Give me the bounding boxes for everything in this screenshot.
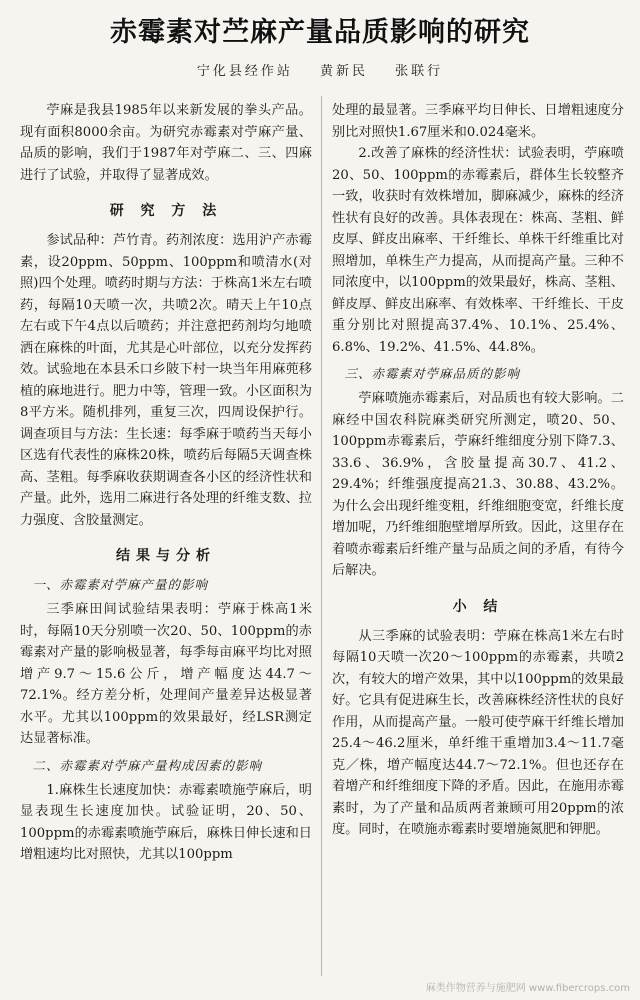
intro-paragraph: 苧麻是我县1985年以来新发展的拳头产品。现有面积8000余亩。为研究赤霉素对苧麻产量、品质的影响，我们于1987年对苧麻二、三、四麻进行了试验，并取得了显著成效。 — [20, 103, 312, 183]
watermark: 麻类作物营养与施肥网 www.fibercrops.com — [425, 983, 630, 994]
methods-heading: 研 究 方 法 — [109, 203, 223, 219]
subsection-1-heading: 一、赤霉素对苧麻产量的影响 — [32, 577, 209, 592]
byline-author-2: 张联行 — [395, 64, 444, 79]
subsection-3-paragraph: 苧麻喷施赤霉素后，对品质也有较大影响。二麻经中国农科院麻类研究所测定，喷20、50、100ppm赤霉素后，苧麻纤维细度分别下降7.3、33.6、36.9%，含胶量提高30.7、41.2、29.4%；纤维强度提高21.3、30.88、43.2%。为什么会出现纤维变粗，纤维细胞变宽，纤维长度增加呢，乃纤维细胞壁增厚所致。因此，这里存在着喷赤霉素后纤维产量与品质之间的矛盾，有待今后解决。 — [332, 391, 624, 578]
methods-paragraph: 参试品种：芦竹青。药剂浓度：选用沪产赤霉素，设20ppm、50ppm、100ppm和喷清水(对照)四个处理。喷药时期与方法：于株高1米左右喷药，每隔10天喷一次，共喷2次。晴天上午10点左右或下午4点以后喷药；并注意把药剂均匀地喷洒在麻株的叶面，尤其是心叶部位，以充分发挥药效。试验地在本县禾口乡陂下村一块当年用麻蔸移植的麻地进行。肥力中等，管理一致。小区面积为8平方米。随机排列，重复三次，四周设保护行。调查项目与方法：生长速：每季麻于喷药当天每小区选有代表性的麻株20株，喷药后每隔5天调查株高、茎粗。每季麻收获期调查各小区的经济性状和产量。此外，选用二麻进行各处理的纤维支数、拉力强度、含胶量测定。 — [20, 233, 312, 528]
subsection-2-heading: 二、赤霉素对苧麻产量构成因素的影响 — [32, 757, 263, 773]
results-heading: 结果与分析 — [116, 548, 216, 564]
right-column — [332, 100, 624, 841]
left-column — [20, 100, 312, 866]
subsection-1-paragraph: 三季麻田间试验结果表明：苧麻于株高1米时，每隔10天分别喷一次20、50、100ppm的赤霉素对产量的影响极显著，每季每亩麻平均比对照增产9.7～15.6公斤，增产幅度达44.7～72.1%。经方差分析，处理间产量差异达极显著水平。尤其以100ppm的效果最好，经LSR测定达显著标准。 — [20, 602, 312, 746]
subsection-3-heading: 三、赤霉素对苧麻品质的影响 — [344, 366, 521, 381]
summary-heading: 小 结 — [452, 598, 504, 615]
article-title: 赤霉素对苎麻产量品质影响的研究 — [110, 17, 530, 48]
byline-author-1: 黄新民 — [319, 64, 368, 79]
subsection-2-paragraph: 1.麻株生长速度加快：赤霉素喷施苧麻后，明显表现生长速度加快。试验证明，20、50、100ppm的赤霉素喷施苧麻后，麻株日伸长速和日增粗速均比对照快，尤其以100ppm — [20, 782, 312, 862]
byline — [0, 60, 640, 79]
column-divider — [321, 96, 322, 976]
continued-paragraph: 处理的最显著。三季麻平均日伸长、日增粗速度分别比对照快1.67厘米和0.024毫米。 — [332, 103, 624, 140]
summary-paragraph: 从三季麻的试验表明：苧麻在株高1米左右时每隔10天喷一次20～100ppm的赤霉素，共喷2次，有较大的增产效果，其中以100ppm的效果最好。它具有促进麻生长，改善麻株经济性状的良好作用，从而提高产量。一般可使苧麻干纤维长增加25.4～46.2厘米，单纤维干重增加3.4～11.7毫克／株，增产幅度达44.7～72.1%。但也还存在着增产和纤维细度下降的矛盾。因此，在施用赤霉素时，为了产量和品质两者兼顾可用20ppm的浓度。同时，在喷施赤霉素时要增施氮肥和钾肥。 — [332, 628, 624, 837]
byline-org: 宁化县经作站 — [196, 64, 293, 79]
economic-traits-paragraph: 2.改善了麻株的经济性状：试验表明，苧麻喷20、50、100ppm的赤霉素后，群体生长较整齐一致，收获时有效株增加，脚麻减少，麻株的经济性状有良好的改善。具体表现在：株高、茎粗、鲜皮厚、鲜皮出麻率、干纤维长、单株干纤维重比对照增加，单株生产力提高，从而提高产量。三种不同浓度中，以100ppm的效果最好，株高、茎粗、鲜皮厚、鲜皮出麻率、有效株率、干纤维长、干皮重分别比对照提高37.4%、10.1%、25.4%、6.8%、19.2%、41.5%、44.8%。 — [332, 146, 624, 355]
